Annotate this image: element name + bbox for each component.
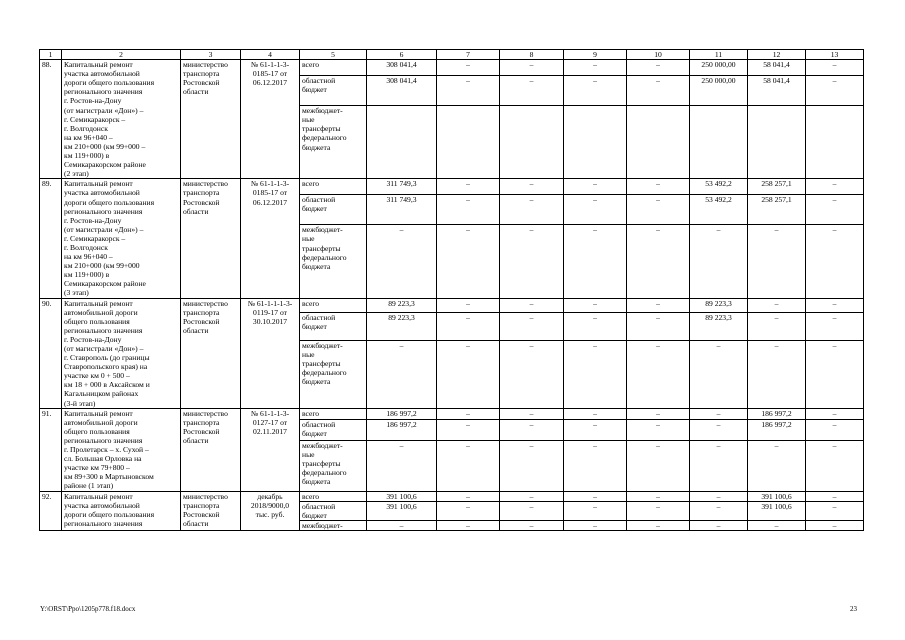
object-name-cell: Капитальный ремонт участка автомобильной дороги общего пользования регионального значения bbox=[62, 491, 181, 530]
column-number-cell: 3 bbox=[181, 50, 241, 60]
amount-cell: – bbox=[806, 225, 864, 298]
amount-cell: – bbox=[564, 408, 627, 419]
amount-cell: – bbox=[437, 419, 500, 440]
amount-cell: – bbox=[500, 75, 564, 105]
amount-cell: – bbox=[806, 75, 864, 105]
amount-cell: – bbox=[627, 408, 690, 419]
amount-cell: – bbox=[690, 419, 748, 440]
amount-cell: – bbox=[806, 491, 864, 501]
amount-cell: – bbox=[627, 419, 690, 440]
document-cell: декабрь 2018/9000,0 тыс. руб. bbox=[241, 491, 300, 530]
amount-cell: – bbox=[564, 179, 627, 195]
amount-cell: – bbox=[806, 419, 864, 440]
amount-cell: – bbox=[564, 440, 627, 491]
amount-cell: 186 997,2 bbox=[748, 419, 806, 440]
amount-cell: – bbox=[627, 60, 690, 76]
amount-cell: 311 749,3 bbox=[367, 179, 437, 195]
amount-cell: 58 041,4 bbox=[748, 75, 806, 105]
amount-cell: – bbox=[437, 341, 500, 409]
amount-cell: 258 257,1 bbox=[748, 195, 806, 225]
amount-cell bbox=[806, 106, 864, 179]
amount-cell: – bbox=[690, 520, 748, 530]
amount-cell bbox=[437, 106, 500, 179]
amount-cell: 391 100,6 bbox=[367, 501, 437, 520]
customer-cell: министерство транспорта Ростовской области bbox=[181, 408, 241, 491]
customer-cell: министерство транспорта Ростовской области bbox=[181, 298, 241, 408]
amount-cell: – bbox=[627, 179, 690, 195]
amount-cell: – bbox=[564, 75, 627, 105]
amount-cell: 89 223,3 bbox=[367, 298, 437, 313]
object-name-cell: Капитальный ремонт автомобильной дороги общего пользования регионального значения г. Ростов-на-Дону (от магистрали «Дон») – г. Ставрополь (до границы Ставропольского края) на участке км 0 + 500 – км 18 + 000 в Аксайском и Кагальницком районах (3-й этап) bbox=[62, 298, 181, 408]
amount-cell: – bbox=[627, 195, 690, 225]
amount-cell: – bbox=[806, 298, 864, 313]
amount-cell: 89 223,3 bbox=[690, 298, 748, 313]
amount-cell: – bbox=[690, 225, 748, 298]
document-cell: № 61-1-1-3- 0127-17 от 02.11.2017 bbox=[241, 408, 300, 491]
amount-cell: – bbox=[627, 341, 690, 409]
amount-cell: – bbox=[437, 60, 500, 76]
row-number-cell: 90. bbox=[40, 298, 62, 408]
funding-source-cell: межбюджет- ные трансферты федерального бюджета bbox=[300, 225, 367, 298]
amount-cell bbox=[690, 106, 748, 179]
amount-cell: – bbox=[367, 520, 437, 530]
amount-cell: – bbox=[500, 341, 564, 409]
amount-cell: – bbox=[627, 313, 690, 341]
funding-source-cell: всего bbox=[300, 60, 367, 76]
amount-cell: – bbox=[806, 195, 864, 225]
table-body bbox=[40, 50, 864, 531]
object-name-cell: Капитальный ремонт автомобильной дороги общего пользования регионального значения г. Пролетарск – х. Сухой – сл. Большая Орловка на участке км 79+800 – км 89+300 в Мартыновском районе (1 этап) bbox=[62, 408, 181, 491]
amount-cell: – bbox=[627, 298, 690, 313]
amount-cell: 258 257,1 bbox=[748, 179, 806, 195]
amount-cell: 391 100,6 bbox=[748, 501, 806, 520]
funding-source-cell: всего bbox=[300, 179, 367, 195]
funding-source-cell: областной бюджет bbox=[300, 501, 367, 520]
funding-source-cell: всего bbox=[300, 491, 367, 501]
amount-cell: – bbox=[806, 60, 864, 76]
amount-cell: – bbox=[437, 440, 500, 491]
column-number-cell: 5 bbox=[300, 50, 367, 60]
table-row bbox=[40, 298, 864, 313]
funding-source-cell: межбюджет- ные трансферты федерального бюджета bbox=[300, 440, 367, 491]
amount-cell: – bbox=[690, 491, 748, 501]
row-number-cell: 88. bbox=[40, 60, 62, 179]
amount-cell: – bbox=[690, 341, 748, 409]
column-number-cell: 2 bbox=[62, 50, 181, 60]
amount-cell: – bbox=[564, 298, 627, 313]
amount-cell: – bbox=[437, 195, 500, 225]
amount-cell: – bbox=[500, 298, 564, 313]
funding-source-cell: областной бюджет bbox=[300, 313, 367, 341]
amount-cell: – bbox=[500, 195, 564, 225]
amount-cell: – bbox=[806, 179, 864, 195]
document-cell: № 61-1-1-3- 0185-17 от 06.12.2017 bbox=[241, 60, 300, 179]
funding-source-cell: областной бюджет bbox=[300, 75, 367, 105]
amount-cell: – bbox=[748, 298, 806, 313]
amount-cell: – bbox=[500, 179, 564, 195]
column-number-cell: 8 bbox=[500, 50, 564, 60]
column-number-cell: 10 bbox=[627, 50, 690, 60]
funding-source-cell: межбюджет- ные трансферты федерального бюджета bbox=[300, 341, 367, 409]
page-number: 23 bbox=[850, 605, 857, 613]
funding-source-cell: областной бюджет bbox=[300, 419, 367, 440]
funding-source-cell: всего bbox=[300, 408, 367, 419]
amount-cell: – bbox=[564, 341, 627, 409]
amount-cell: – bbox=[627, 491, 690, 501]
amount-cell: – bbox=[627, 440, 690, 491]
amount-cell: – bbox=[500, 60, 564, 76]
amount-cell: 89 223,3 bbox=[690, 313, 748, 341]
amount-cell: 250 000,00 bbox=[690, 60, 748, 76]
customer-cell: министерство транспорта Ростовской области bbox=[181, 179, 241, 298]
column-number-row bbox=[40, 50, 864, 60]
amount-cell: – bbox=[690, 501, 748, 520]
amount-cell: – bbox=[627, 501, 690, 520]
row-number-cell: 89. bbox=[40, 179, 62, 298]
amount-cell: 186 997,2 bbox=[748, 408, 806, 419]
amount-cell: – bbox=[437, 520, 500, 530]
amount-cell: – bbox=[806, 408, 864, 419]
amount-cell: 89 223,3 bbox=[367, 313, 437, 341]
amount-cell: – bbox=[627, 75, 690, 105]
column-number-cell: 4 bbox=[241, 50, 300, 60]
row-number-cell: 91. bbox=[40, 408, 62, 491]
amount-cell: – bbox=[748, 520, 806, 530]
amount-cell: – bbox=[437, 179, 500, 195]
amount-cell: – bbox=[564, 491, 627, 501]
document-cell: № 61-1-1-3- 0185-17 от 06.12.2017 bbox=[241, 179, 300, 298]
amount-cell: – bbox=[627, 225, 690, 298]
funding-source-cell: всего bbox=[300, 298, 367, 313]
amount-cell: 186 997,2 bbox=[367, 408, 437, 419]
column-number-cell: 12 bbox=[748, 50, 806, 60]
amount-cell: – bbox=[500, 440, 564, 491]
table-row bbox=[40, 179, 864, 195]
amount-cell: 58 041,4 bbox=[748, 60, 806, 76]
amount-cell: – bbox=[564, 520, 627, 530]
amount-cell: – bbox=[500, 520, 564, 530]
column-number-cell: 11 bbox=[690, 50, 748, 60]
column-number-cell: 7 bbox=[437, 50, 500, 60]
amount-cell: – bbox=[500, 491, 564, 501]
amount-cell: – bbox=[748, 225, 806, 298]
amount-cell: – bbox=[627, 520, 690, 530]
amount-cell bbox=[564, 106, 627, 179]
amount-cell: – bbox=[806, 440, 864, 491]
amount-cell: 308 041,4 bbox=[367, 75, 437, 105]
amount-cell: – bbox=[806, 501, 864, 520]
amount-cell: – bbox=[564, 195, 627, 225]
table-row bbox=[40, 491, 864, 501]
amount-cell: – bbox=[564, 419, 627, 440]
footer-file-path: Y:\ORST\Ppo\1205p778.f18.docx bbox=[40, 605, 136, 613]
funding-source-cell: областной бюджет bbox=[300, 195, 367, 225]
column-number-cell: 6 bbox=[367, 50, 437, 60]
amount-cell: – bbox=[437, 298, 500, 313]
amount-cell: – bbox=[690, 440, 748, 491]
budget-table bbox=[39, 49, 864, 531]
customer-cell: министерство транспорта Ростовской области bbox=[181, 60, 241, 179]
amount-cell: 391 100,6 bbox=[748, 491, 806, 501]
column-number-cell: 1 bbox=[40, 50, 62, 60]
amount-cell: – bbox=[437, 225, 500, 298]
object-name-cell: Капитальный ремонт участка автомобильной дороги общего пользования регионального значения г. Ростов-на-Дону (от магистрали «Дон») – г. Семикаракорск – г. Волгодонск на км 96+040 – км 210+000 (км 99+000 км 119+000) в Семикаракорском районе (3 этап) bbox=[62, 179, 181, 298]
amount-cell bbox=[367, 106, 437, 179]
customer-cell: министерство транспорта Ростовской области bbox=[181, 491, 241, 530]
table-row bbox=[40, 408, 864, 419]
amount-cell: – bbox=[367, 341, 437, 409]
amount-cell: – bbox=[564, 313, 627, 341]
amount-cell: – bbox=[748, 341, 806, 409]
document-cell: № 61-1-1-1-3- 0119-17 от 30.10.2017 bbox=[241, 298, 300, 408]
amount-cell: 308 041,4 bbox=[367, 60, 437, 76]
row-number-cell: 92. bbox=[40, 491, 62, 530]
funding-source-cell: межбюджет- ные трансферты федерального бюджета bbox=[300, 106, 367, 179]
amount-cell: 53 492,2 bbox=[690, 179, 748, 195]
amount-cell: 250 000,00 bbox=[690, 75, 748, 105]
amount-cell: – bbox=[500, 225, 564, 298]
amount-cell bbox=[748, 106, 806, 179]
amount-cell: – bbox=[690, 408, 748, 419]
amount-cell: – bbox=[500, 419, 564, 440]
amount-cell: – bbox=[806, 313, 864, 341]
amount-cell: – bbox=[564, 60, 627, 76]
amount-cell: – bbox=[564, 501, 627, 520]
object-name-cell: Капитальный ремонт участка автомобильной дороги общего пользования регионального значения г. Ростов-на-Дону (от магистрали «Дон») – г. Семикаракорск – г. Волгодонск на км 96+040 – км 210+000 (км 99+000 – км 119+000) в Семикаракорском районе (2 этап) bbox=[62, 60, 181, 179]
amount-cell: – bbox=[806, 341, 864, 409]
amount-cell: – bbox=[367, 225, 437, 298]
amount-cell: 311 749,3 bbox=[367, 195, 437, 225]
amount-cell: 391 100,6 bbox=[367, 491, 437, 501]
amount-cell: 53 492,2 bbox=[690, 195, 748, 225]
amount-cell: – bbox=[437, 501, 500, 520]
amount-cell: – bbox=[367, 440, 437, 491]
amount-cell: – bbox=[437, 313, 500, 341]
amount-cell: – bbox=[437, 491, 500, 501]
funding-source-cell: межбюджет- bbox=[300, 520, 367, 530]
amount-cell: 186 997,2 bbox=[367, 419, 437, 440]
amount-cell: – bbox=[748, 313, 806, 341]
amount-cell: – bbox=[437, 408, 500, 419]
amount-cell: – bbox=[500, 501, 564, 520]
amount-cell: – bbox=[500, 313, 564, 341]
amount-cell bbox=[500, 106, 564, 179]
amount-cell: – bbox=[806, 520, 864, 530]
column-number-cell: 13 bbox=[806, 50, 864, 60]
amount-cell: – bbox=[564, 225, 627, 298]
column-number-cell: 9 bbox=[564, 50, 627, 60]
amount-cell bbox=[627, 106, 690, 179]
amount-cell: – bbox=[437, 75, 500, 105]
table-row bbox=[40, 60, 864, 76]
amount-cell: – bbox=[500, 408, 564, 419]
amount-cell: – bbox=[748, 440, 806, 491]
